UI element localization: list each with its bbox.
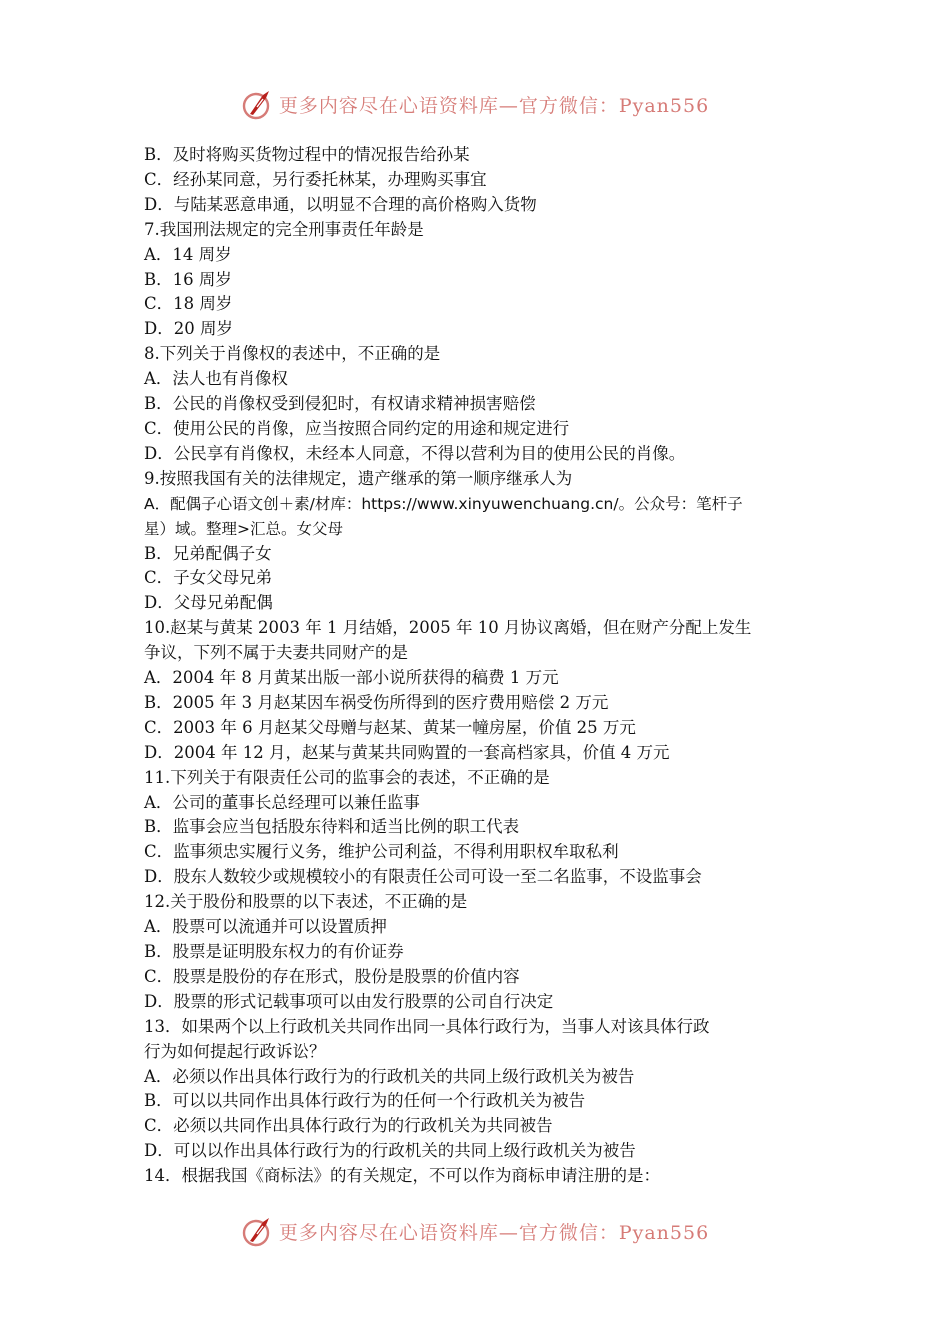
document-body — [144, 143, 812, 1189]
text-line: A．14 周岁 — [144, 244, 232, 264]
question-stem: 8.下列关于肖像权的表述中，不正确的是 — [144, 344, 441, 364]
text-line: D．2004 年 12 月，赵某与黄某共同购置的一套高档家具，价值 4 万元 — [144, 742, 670, 762]
question-stem: 11.下列关于有限责任公司的监事会的表述，不正确的是 — [144, 767, 550, 787]
text-line: C．监事须忠实履行义务，维护公司利益，不得利用职权牟取私利 — [144, 842, 619, 862]
text-line: A．2004 年 8 月黄某出版一部小说所获得的稿费 1 万元 — [144, 668, 559, 688]
text-line: A．法人也有肖像权 — [144, 369, 288, 389]
text-line: D．父母兄弟配偶 — [144, 593, 273, 613]
header-banner-text: 更多内容尽在心语资料库—官方微信：Pyan556 — [278, 94, 710, 117]
footer-banner — [0, 1209, 950, 1253]
text-line: D．股票的形式记载事项可以由发行股票的公司自行决定 — [144, 991, 554, 1011]
text-line: 星）域。整理>汇总。女父母 — [144, 519, 343, 538]
text-line: B．16 周岁 — [144, 269, 232, 289]
text-line: B．及时将购买货物过程中的情况报告给孙某 — [144, 145, 470, 164]
text-line: C．经孙某同意，另行委托林某，办理购买事宜 — [144, 169, 487, 189]
text-line: D．公民享有肖像权，未经本人同意，不得以营利为目的使用公民的肖像。 — [144, 443, 686, 463]
header-banner — [0, 82, 950, 126]
text-line: D．与陆某恶意串通，以明显不合理的高价格购入货物 — [144, 194, 537, 214]
question-stem: 14．根据我国《商标法》的有关规定，不可以作为商标申请注册的是： — [144, 1166, 660, 1186]
question-stem: 10.赵某与黄某 2003 年 1 月结婚，2005 年 10 月协议离婚，但在财产分配上发生 — [144, 618, 752, 638]
text-line: D．可以以作出具体行政行为的行政机关的共同上级行政机关为被告 — [144, 1141, 636, 1161]
text-line: A．股票可以流通并可以设置质押 — [144, 917, 387, 937]
text-line: A．公司的董事长总经理可以兼任监事 — [144, 792, 420, 812]
text-line: C．2003 年 6 月赵某父母赠与赵某、黄某一幢房屋，价值 25 万元 — [144, 717, 636, 737]
footer-banner-text: 更多内容尽在心语资料库—官方微信：Pyan556 — [278, 1221, 710, 1244]
text-line: C．使用公民的肖像，应当按照合同约定的用途和规定进行 — [144, 418, 570, 438]
text-line: B．监事会应当包括股东待料和适当比例的职工代表 — [144, 817, 520, 837]
text-line: B．兄弟配偶子女 — [144, 543, 272, 563]
text-line: A．配偶子心语文创＋素/材库：https://www.xinyuwenchuang.cn/。公众号：笔杆子 — [144, 494, 743, 513]
text-line: D．20 周岁 — [144, 319, 233, 339]
question-stem: 7.我国刑法规定的完全刑事责任年龄是 — [144, 219, 424, 239]
text-line: C．股票是股份的存在形式，股份是股票的价值内容 — [144, 966, 520, 986]
question-stem: 9.按照我国有关的法律规定，遗产继承的第一顺序继承人为 — [144, 468, 573, 488]
text-line: D．股东人数较少或规模较小的有限责任公司可设一至二名监事，不设监事会 — [144, 867, 702, 887]
text-line: 行为如何提起行政诉讼？ — [144, 1041, 326, 1061]
text-line: B．可以以共同作出具体行政行为的任何一个行政机关为被告 — [144, 1091, 586, 1111]
text-line: B．股票是证明股东权力的有价证券 — [144, 942, 404, 961]
question-stem: 12.关于股份和股票的以下表述，不正确的是 — [144, 892, 468, 912]
pen-nib-logo-icon — [241, 87, 275, 121]
text-line: C．必须以共同作出具体行政行为的行政机关为共同被告 — [144, 1116, 553, 1136]
pen-nib-logo-icon — [241, 1214, 275, 1248]
text-line: C．18 周岁 — [144, 294, 233, 314]
text-line: 争议，下列不属于夫妻共同财产的是 — [144, 643, 408, 663]
text-line: B．2005 年 3 月赵某因车祸受伤所得到的医疗费用赔偿 2 万元 — [144, 692, 609, 712]
text-line: C．子女父母兄弟 — [144, 568, 273, 588]
question-stem: 13．如果两个以上行政机关共同作出同一具体行政行为，当事人对该具体行政 — [144, 1016, 710, 1036]
text-line: A．必须以作出具体行政行为的行政机关的共同上级行政机关为被告 — [144, 1066, 635, 1086]
text-line: B．公民的肖像权受到侵犯时，有权请求精神损害赔偿 — [144, 394, 536, 414]
